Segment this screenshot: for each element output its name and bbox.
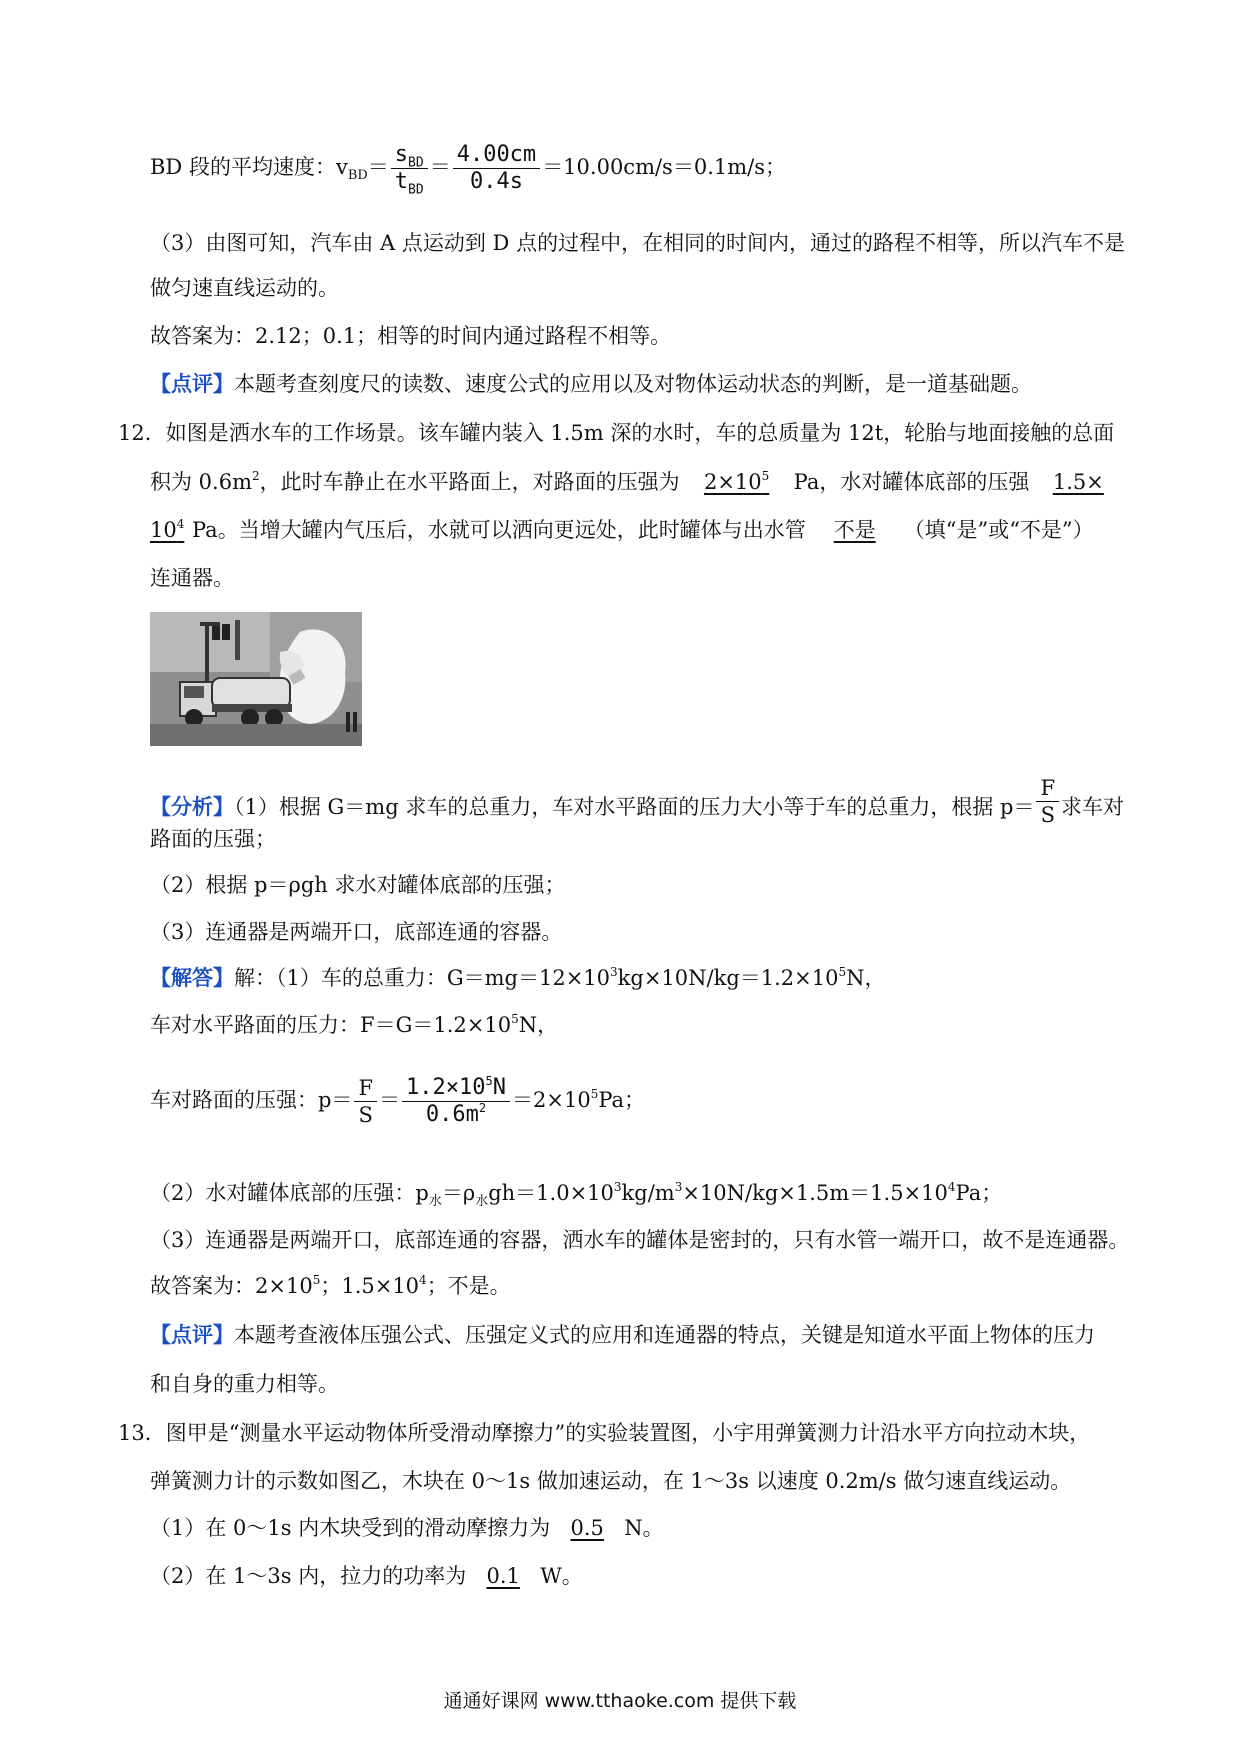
analysis1-b: 求车对 (1061, 795, 1125, 819)
solution3-c: Pa； (598, 1088, 646, 1112)
solution4-sup2: 3 (674, 1180, 683, 1194)
bd-sub: BD (347, 168, 368, 184)
solution3-sup: 5 (590, 1087, 599, 1101)
q12-analysis-1c: 路面的压强； (150, 827, 276, 851)
q13-p2 (150, 1561, 583, 1591)
solution3-b: ＝2×10 (512, 1088, 591, 1112)
answer-blank-3: 不是 (833, 518, 876, 542)
answer-blank-1 (680, 467, 794, 497)
review-tag: 【点评】 (150, 371, 234, 396)
answer-blank-2: 1.5× (1052, 470, 1104, 494)
blank1-sup: 5 (761, 469, 770, 483)
solution3-den2-sup: 2 (478, 1101, 487, 1115)
solution4-d: kg/m (621, 1181, 675, 1205)
solution4-a: （2）水对罐体底部的压强：p (150, 1181, 429, 1205)
q12-solution-1 (150, 963, 886, 993)
q12-analysis-1 (150, 775, 1124, 828)
analysis-tag: 【分析】 (150, 794, 234, 819)
sec11-review (150, 369, 1032, 399)
solution1-c: N， (846, 966, 886, 990)
q12-solution-3 (150, 1075, 645, 1128)
q12-line2-c: Pa，水对罐体底部的压强 (793, 470, 1030, 494)
frac1-den-sub: BD (408, 182, 424, 198)
q12-review (150, 1320, 1095, 1350)
frac1-den: t (394, 169, 409, 194)
water-truck-photo (150, 612, 362, 746)
frac2-num: 4.00cm (453, 142, 540, 169)
q12-answer-a: 故答案为：2×10 (150, 1274, 313, 1298)
solution4-f: Pa； (955, 1181, 1003, 1205)
frac1-num: s (394, 142, 409, 167)
frac1-num-sub: BD (408, 155, 424, 171)
q13-answer-blank-2: 0.1 (486, 1564, 520, 1588)
q12-line3-b: Pa。当增大罐内气压后，水就可以洒向更远处，此时罐体与出水管 (192, 518, 806, 542)
bd-eq-2: ＝ (429, 155, 451, 179)
q13-p1 (150, 1513, 664, 1543)
q13-line2: 弹簧测力计的示数如图乙，木块在 0～1s 做加速运动，在 1～3s 以速度 0.2m/s 做匀速直线运动。 (150, 1469, 1072, 1493)
analysis1-a: （1）根据 G＝mg 求车的总重力，车对水平路面的压力大小等于车的总重力，根据 p＝ (234, 795, 1035, 819)
solution3-a: 车对路面的压强：p＝ (150, 1088, 353, 1112)
water-truck-illustration (150, 612, 362, 746)
solution4-sub2: 水 (475, 1194, 489, 1210)
answer-blank-2-cont (150, 515, 185, 545)
q13-line1: 13．图甲是“测量水平运动物体所受滑动摩擦力”的实验装置图，小宇用弹簧测力计沿水平方向拉动木块， (118, 1421, 1091, 1445)
bd-fraction-1 (391, 142, 428, 198)
solution2-sup: 5 (511, 1012, 519, 1026)
solution3-num2: 1.2×10 (406, 1075, 486, 1100)
line3-sup: 4 (176, 517, 185, 531)
solution2-a: 车对水平路面的压力：F＝G＝1.2×10 (150, 1013, 512, 1037)
q12-line1: 12．如图是洒水车的工作场景。该车罐内装入 1.5m 深的水时，车的总质量为 12t，轮胎与地面接触的总面 (118, 421, 1115, 445)
q12-answer-b: ；1.5×10 (320, 1274, 420, 1298)
q12-review-1: 本题考查液体压强公式、压强定义式的应用和连通器的特点，关键是知道水平面上物体的压力 (234, 1323, 1095, 1347)
sec11-p3-line2: 做匀速直线运动的。 (150, 276, 339, 300)
q12-answer-sup1: 5 (312, 1273, 321, 1287)
q12-answer-sup2: 4 (419, 1273, 427, 1287)
solution3-fraction-1 (354, 1075, 377, 1128)
q13-p2-b: W。 (540, 1564, 583, 1588)
q12-line3-c: （填“是”或“不是”） (903, 518, 1094, 542)
q12-solution-5: （3）连通器是两端开口，底部连通的容器，洒水车的罐体是密封的，只有水管一端开口，故不是连通器。 (150, 1228, 1130, 1252)
q13-answer-blank-1: 0.5 (570, 1516, 604, 1540)
solution3-num2-sup: 5 (485, 1074, 493, 1088)
solution4-sup1: 3 (613, 1180, 622, 1194)
solution3-eq: ＝ (379, 1088, 401, 1112)
solution4-sub1: 水 (428, 1194, 442, 1210)
solution4-e: ×10N/kg×1.5m＝1.5×10 (682, 1181, 948, 1205)
q12-line4: 连通器。 (150, 566, 234, 590)
analysis-den: S (1040, 803, 1055, 827)
q12-line2-sup: 2 (252, 469, 260, 483)
solution3-num2-b: N (492, 1075, 506, 1100)
bd-speed-line (150, 142, 786, 198)
q12-line2 (150, 467, 1127, 497)
solution4-sup3: 4 (947, 1180, 956, 1194)
solution3-num1: F (354, 1075, 377, 1102)
bd-fraction-2 (453, 142, 540, 195)
solution1-sup2: 5 (838, 965, 847, 979)
sec11-answer: 故答案为：2.12；0.1；相等的时间内通过路程不相等。 (150, 324, 672, 348)
solution4-b: ＝ρ (441, 1181, 476, 1205)
bd-tail: ＝10.00cm/s＝0.1m/s； (542, 155, 786, 179)
solution3-den1: S (358, 1103, 373, 1127)
bd-label: BD 段的平均速度：v (150, 155, 348, 179)
analysis-fraction (1036, 775, 1059, 828)
bd-eq: ＝ (367, 155, 389, 179)
q13-p2-a: （2）在 1～3s 内，拉力的功率为 (150, 1564, 467, 1588)
q13-p1-a: （1）在 0～1s 内木块受到的滑动摩擦力为 (150, 1516, 551, 1540)
review-text: 本题考查刻度尺的读数、速度公式的应用以及对物体运动状态的判断，是一道基础题。 (234, 372, 1032, 396)
q13-p1-b: N。 (624, 1516, 664, 1540)
solution2-b: N， (518, 1013, 559, 1037)
q12-line3 (150, 515, 1094, 545)
q12-review-2: 和自身的重力相等。 (150, 1372, 339, 1396)
analysis-num: F (1036, 775, 1059, 802)
solution1-b: kg×10N/kg＝1.2×10 (617, 966, 839, 990)
line3-a: 10 (150, 518, 177, 542)
q12-review-tag: 【点评】 (150, 1322, 234, 1347)
sec11-p3-line1: （3）由图可知，汽车由 A 点运动到 D 点的过程中，在相同的时间内，通过的路程不相等，所以汽车不是 (150, 231, 1126, 255)
q12-solution-4 (150, 1178, 1002, 1208)
q12-solution-2 (150, 1010, 558, 1040)
solution1-a: 解：（1）车的总重力：G＝mg＝12×10 (234, 966, 611, 990)
q12-line2-b: ，此时车静止在水平路面上，对路面的压强为 (259, 470, 680, 494)
frac2-den: 0.4s (469, 169, 523, 194)
solution3-den2: 0.6m (425, 1102, 479, 1127)
solution3-fraction-2 (402, 1075, 510, 1128)
q12-analysis-2: （2）根据 p＝ρgh 求水对罐体底部的压强； (150, 873, 566, 897)
solution4-c: gh＝1.0×10 (488, 1181, 614, 1205)
q12-answer (150, 1271, 511, 1301)
q12-line2-a: 积为 0.6m (150, 470, 252, 494)
q12-analysis-3: （3）连通器是两端开口，底部连通的容器。 (150, 920, 563, 944)
q12-answer-c: ；不是。 (426, 1274, 511, 1298)
page-footer: 通通好课网 www.tthaoke.com 提供下载 (443, 1690, 797, 1712)
solution-tag: 【解答】 (150, 965, 234, 990)
blank1-a: 2×10 (703, 470, 762, 494)
solution1-sup1: 3 (610, 965, 618, 979)
